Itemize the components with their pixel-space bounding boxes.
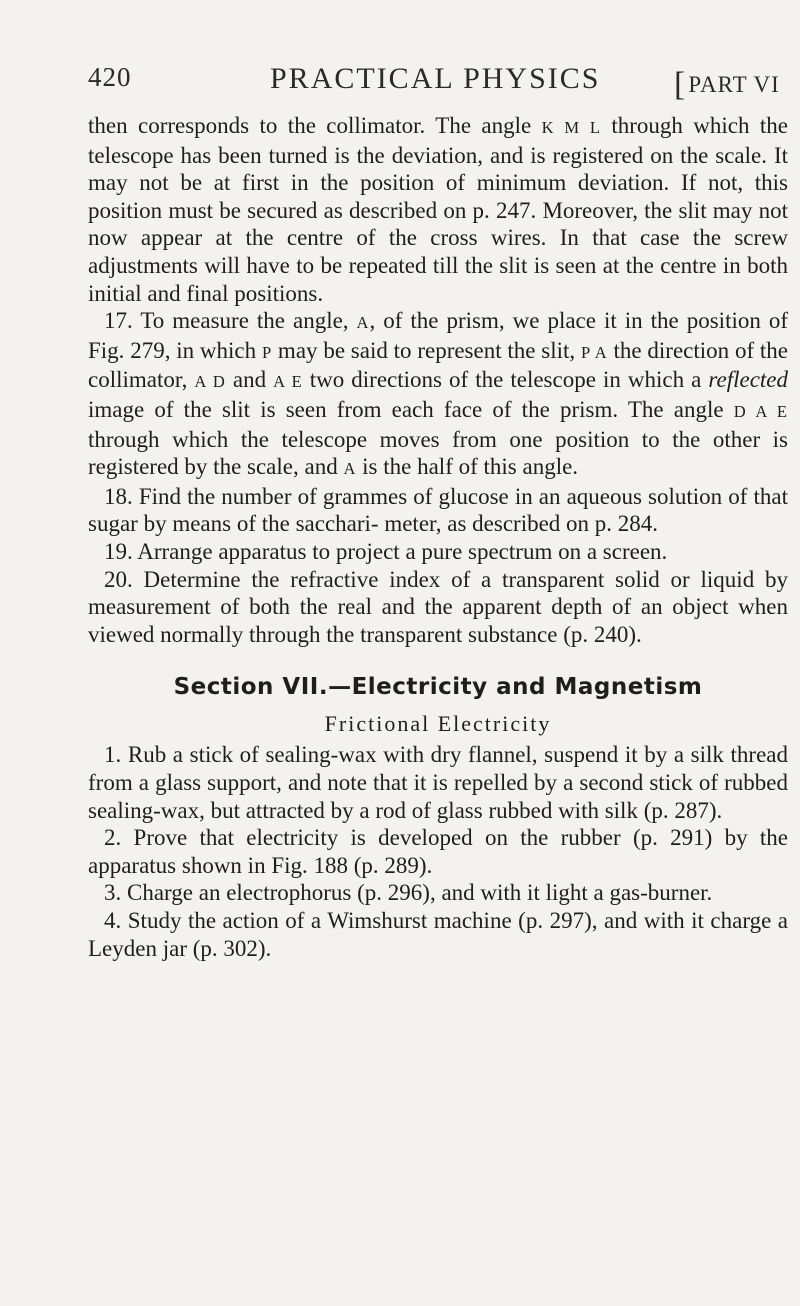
- section-subheading: Frictional Electricity: [324, 710, 552, 736]
- angle-label: A: [356, 313, 370, 333]
- text-run: and: [225, 367, 274, 393]
- paragraph-20: 20. Determine the refractive index of a transparent solid or liquid by measurement of both the real and the apparent depth of an object when viewed normally through the transparent substance (p. 240).: [88, 566, 788, 647]
- angle-label: D A E: [733, 401, 789, 421]
- text-run: then corresponds to the collimator. The angle: [88, 113, 542, 138]
- section-item-2: 2. Prove that electricity is developed on the rubber (p. 291) by the apparatus shown in Fig. 188 (p. 289).: [88, 825, 788, 878]
- section-heading: Section VII.—Electricity and Magnetism: [173, 674, 703, 701]
- part-label: [674, 63, 780, 101]
- part-bracket: [: [674, 66, 687, 103]
- part-label-text: PART VI: [688, 72, 780, 97]
- line-label: P A: [580, 342, 608, 362]
- text-run: image of the slit is seen from each face of the prism. The angle: [88, 396, 734, 422]
- text-run: may be said to represent the slit,: [272, 337, 581, 363]
- running-header: [88, 60, 788, 110]
- body-text: [88, 112, 788, 962]
- emphasis-text: reflected: [708, 367, 789, 393]
- running-title: PRACTICAL PHYSICS: [270, 62, 601, 95]
- line-label: A D: [194, 372, 226, 392]
- point-label: P: [261, 342, 273, 362]
- text-run: through which the telescope has been turned is the deviation, and is registered on the scale. It may not be at first in the position of minimum deviation. If not, this position must be secured as described on p. 247. Moreover, the slit may not now appear at the centre of the cross wires. In that case the screw adjustments will have to be repeated till the slit is seen at the centre in both initial and final positions.: [88, 113, 788, 306]
- paragraph-16-continued: [88, 112, 788, 307]
- text-run: , of the prism, we place it in the position of Fig. 279, in which: [88, 308, 788, 363]
- section-item-4: 4. Study the action of a Wimshurst machine (p. 297), and with it charge a Leyden jar (p. 302).: [88, 908, 788, 961]
- angle-label: K M L: [541, 118, 601, 137]
- paragraph-17: [88, 307, 788, 483]
- section-item-1: 1. Rub a stick of sealing-wax with dry flannel, suspend it by a silk thread from a glass support, and note that it is repelled by a second stick of rubbed sealing-wax, but attracted by a rod of glass rubbed with silk (p. 287).: [88, 742, 788, 823]
- text-run: through which the telescope moves from one position to the other is registered by the scale, and: [88, 426, 788, 480]
- paragraph-19: 19. Arrange apparatus to project a pure spectrum on a screen.: [104, 538, 668, 564]
- text-run: is the half of this angle.: [356, 454, 579, 480]
- line-label: A E: [273, 372, 303, 392]
- text-run: 17. To measure the angle,: [104, 308, 357, 334]
- section-item-3: 3. Charge an electrophorus (p. 296), and with it light a gas-burner.: [104, 880, 713, 906]
- text-run: two directions of the telescope in which a: [302, 367, 709, 393]
- angle-label: A: [343, 459, 357, 479]
- page-number: 420: [88, 62, 132, 92]
- paragraph-18: 18. Find the number of grammes of glucose in an aqueous solution of that sugar by means of the sacchari- meter, as described on p. 284.: [88, 483, 788, 537]
- text-run: the direction of the collimator,: [88, 337, 789, 393]
